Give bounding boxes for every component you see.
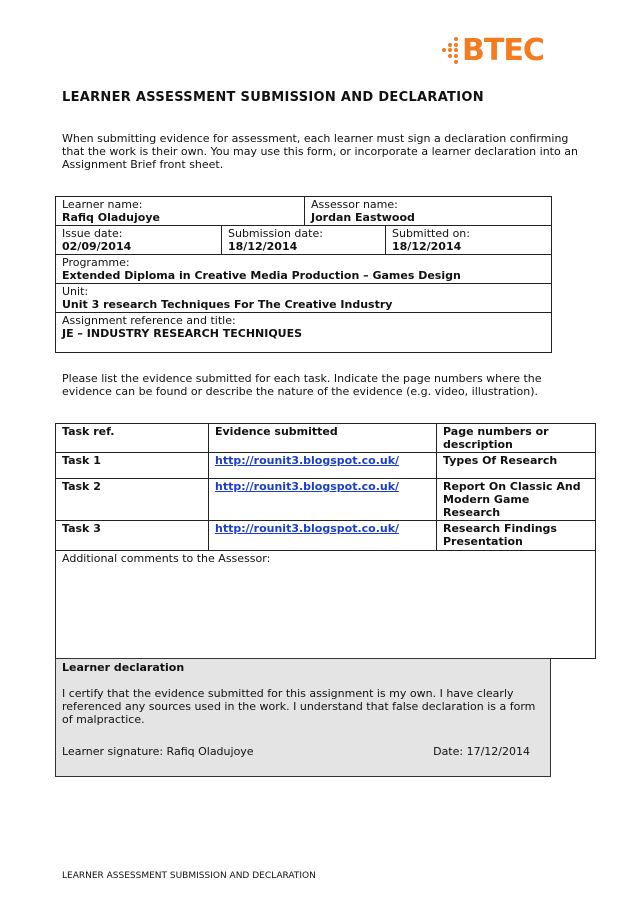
page-title: LEARNER ASSESSMENT SUBMISSION AND DECLARATION [62, 90, 484, 105]
learner-signature: Learner signature: Rafiq Oladujoye [62, 745, 254, 758]
assessor-name: Jordan Eastwood [311, 211, 415, 224]
issue-date-cell [56, 226, 222, 255]
submission-date-cell [222, 226, 386, 255]
logo-dots-icon [440, 35, 462, 65]
evidence-link[interactable]: http://rounit3.blogspot.co.uk/ [215, 454, 400, 467]
declaration-heading: Learner declaration [62, 661, 185, 674]
label: Unit: [62, 285, 89, 298]
additional-comments: Additional comments to the Assessor: [56, 551, 596, 659]
header-evidence: Evidence submitted [209, 424, 437, 453]
learner-name-cell [56, 197, 305, 226]
evidence-link[interactable]: http://rounit3.blogspot.co.uk/ [215, 480, 400, 493]
evidence-link[interactable]: http://rounit3.blogspot.co.uk/ [215, 522, 400, 535]
assignment-cell [56, 313, 552, 353]
page-footer: LEARNER ASSESSMENT SUBMISSION AND DECLARATION [62, 871, 316, 881]
label: Submission date: [228, 227, 323, 240]
header-task-ref: Task ref. [56, 424, 209, 453]
programme: Extended Diploma in Creative Media Production – Games Design [62, 269, 461, 282]
label: Submitted on: [392, 227, 470, 240]
declaration-text: I certify that the evidence submitted for this assignment is my own. I have clearly referenced any sources used in the work. I understand that false declaration is a form of malpractice. [62, 687, 536, 726]
task-ref: Task 2 [56, 479, 209, 521]
evidence-table [55, 423, 596, 659]
label: Programme: [62, 256, 130, 269]
table-row [56, 521, 596, 551]
header-page-numbers: Page numbers or description [437, 424, 596, 453]
declaration-date: Date: 17/12/2014 [433, 745, 530, 758]
logo-text: BTEC [462, 32, 544, 68]
issue-date: 02/09/2014 [62, 240, 132, 253]
label: Assessor name: [311, 198, 398, 211]
submitted-on: 18/12/2014 [392, 240, 462, 253]
label: Learner name: [62, 198, 143, 211]
assessor-name-cell [305, 197, 552, 226]
label: Issue date: [62, 227, 123, 240]
table-row [56, 453, 596, 479]
submission-date: 18/12/2014 [228, 240, 298, 253]
label: Assignment reference and title: [62, 314, 236, 327]
task-ref: Task 1 [56, 453, 209, 479]
evidence-description: Types Of Research [437, 453, 596, 479]
learner-declaration [55, 658, 551, 777]
table-row [56, 479, 596, 521]
programme-cell [56, 255, 552, 284]
details-table [55, 196, 552, 353]
btec-logo [440, 30, 570, 70]
learner-name: Rafiq Oladujoye [62, 211, 160, 224]
submitted-on-cell [386, 226, 552, 255]
intro-text: When submitting evidence for assessment, each learner must sign a declaration confirming that the work is their own. You may use this form, or incorporate a learner declaration into an Assignment Brief front sheet. [62, 132, 578, 171]
evidence-description: Report On Classic And Modern Game Research [437, 479, 596, 521]
task-ref: Task 3 [56, 521, 209, 551]
evidence-description: Research Findings Presentation [437, 521, 596, 551]
evidence-intro: Please list the evidence submitted for each task. Indicate the page numbers where the evidence can be found or describe the nature of the evidence (e.g. video, illustration). [62, 372, 542, 398]
unit: Unit 3 research Techniques For The Creative Industry [62, 298, 393, 311]
assignment-title: JE – INDUSTRY RESEARCH TECHNIQUES [62, 327, 303, 340]
unit-cell [56, 284, 552, 313]
